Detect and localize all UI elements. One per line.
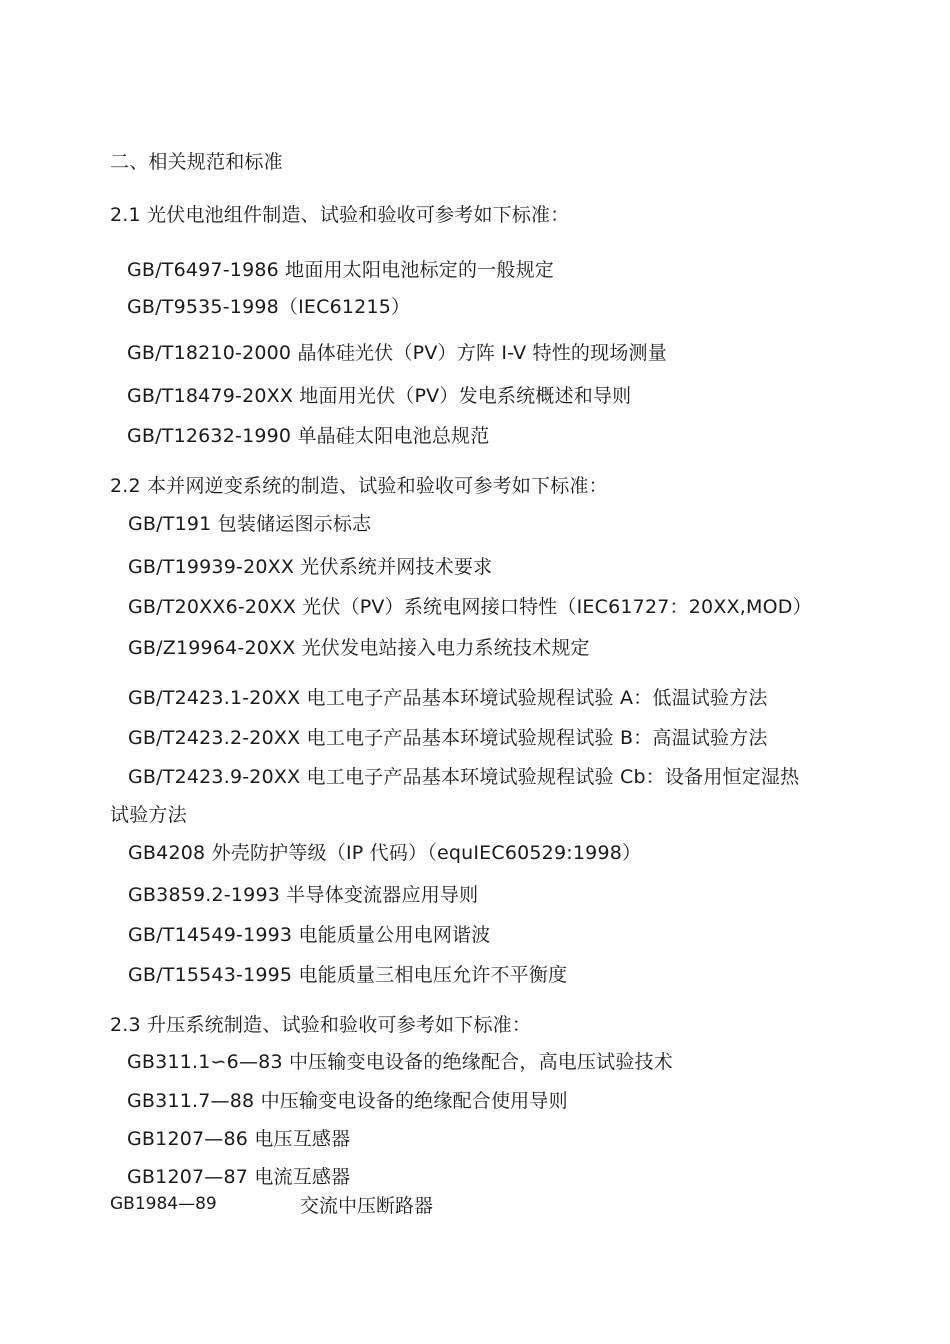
standard-item: GB/Z19964-20XX 光伏发电站接入电力系统技术规定 (128, 637, 590, 659)
standard-item: GB1207—87 电流互感器 (127, 1166, 351, 1188)
heading-2-2: 2.2 本并网逆变系统的制造、试验和验收可参考如下标准： (110, 475, 608, 497)
standard-item: GB/T2423.1-20XX 电工电子产品基本环境试验规程试验 A：低温试验方法 (128, 687, 768, 709)
standard-item: GB/T2423.2-20XX 电工电子产品基本环境试验规程试验 B：高温试验方法 (128, 727, 768, 749)
standard-item: GB/T14549-1993 电能质量公用电网谐波 (128, 924, 491, 946)
standard-item: GB/T9535-1998（IEC61215） (127, 296, 411, 318)
standard-item: GB1207—86 电压互感器 (127, 1128, 351, 1150)
standard-item: GB/T18210-2000 晶体硅光伏（PV）方阵 I-V 特性的现场测量 (127, 342, 667, 364)
standard-code: GB1984—89 (110, 1194, 217, 1214)
standard-item: GB3859.2-1993 半导体变流器应用导则 (128, 884, 479, 906)
standard-name: 交流中压断路器 (300, 1195, 434, 1217)
standard-item: GB/T20XX6-20XX 光伏（PV）系统电网接口特性（IEC61727：20XX,MOD） (128, 596, 812, 618)
standard-item: GB/T6497-1986 地面用太阳电池标定的一般规定 (127, 259, 554, 281)
standard-item: GB/T191 包装储运图示标志 (128, 513, 372, 535)
standard-item: GB/T19939-20XX 光伏系统并网技术要求 (128, 556, 493, 578)
standard-item: GB311.1∽6—83 中压输变电设备的绝缘配合，高电压试验技术 (127, 1051, 673, 1073)
standard-item: GB4208 外壳防护等级（IP 代码）（equIEC60529:1998） (128, 842, 642, 864)
standard-item: GB/T18479-20XX 地面用光伏（PV）发电系统概述和导则 (127, 385, 632, 407)
heading-2-1: 2.1 光伏电池组件制造、试验和验收可参考如下标准： (110, 204, 570, 226)
heading-2-3: 2.3 升压系统制造、试验和验收可参考如下标准： (110, 1014, 532, 1036)
standard-item-continuation: 试验方法 (110, 804, 187, 826)
standard-item: GB/T2423.9-20XX 电工电子产品基本环境试验规程试验 Cb：设备用恒定湿热 (128, 766, 800, 788)
section-title: 二、相关规范和标准 (110, 151, 283, 173)
standard-item: GB/T12632-1990 单晶硅太阳电池总规范 (127, 425, 490, 447)
standard-item: GB311.7—88 中压输变电设备的绝缘配合使用导则 (127, 1090, 568, 1112)
standard-item: GB/T15543-1995 电能质量三相电压允许不平衡度 (128, 964, 568, 986)
